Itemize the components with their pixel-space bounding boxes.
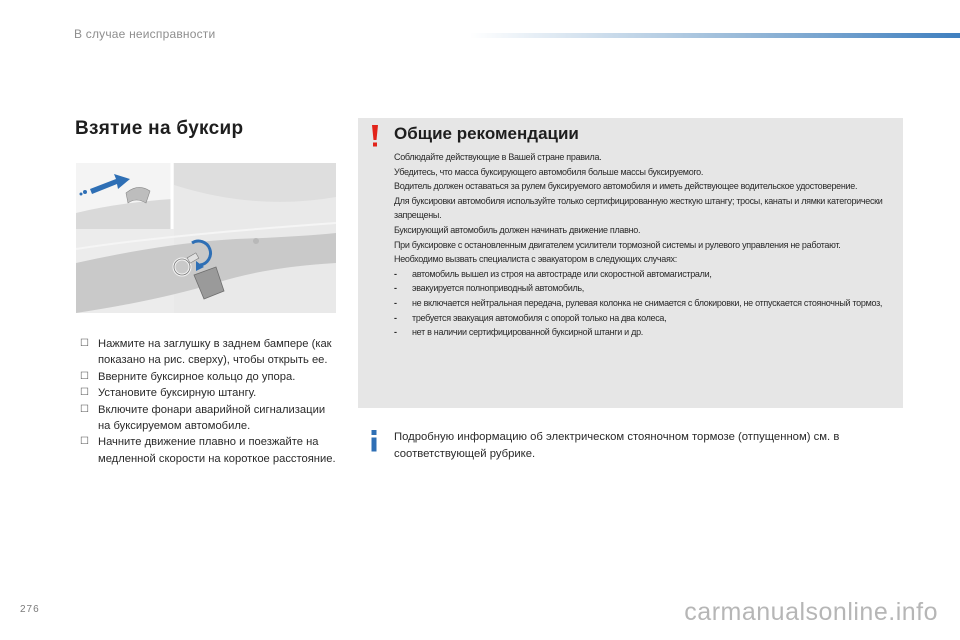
checkbox-icon: ☐	[80, 370, 89, 382]
warning-body	[394, 150, 894, 340]
step-text: Начните движение плавно и поезжайте на медленной скорости на короткое расстояние.	[98, 436, 336, 465]
list-item	[394, 296, 894, 311]
dash-item-text: не включается нейтральная передача, рулевая колонка не снимается с блокировки, не отпускается стояночный тормоз,	[412, 297, 883, 308]
warning-title: Общие рекомендации	[394, 124, 579, 143]
list-item	[78, 369, 340, 385]
dash-marker: -	[394, 283, 397, 294]
checkbox-icon: ☐	[80, 403, 89, 415]
warning-paragraph: При буксировке с остановленным двигателем усилители тормозной системы и рулевого управления не работают.	[394, 239, 841, 250]
dash-marker: -	[394, 268, 397, 279]
dash-item-text: нет в наличии сертифицированной буксирной штанги и др.	[412, 327, 643, 338]
exclamation-icon	[370, 124, 380, 148]
chapter-header: В случае неисправности	[74, 27, 216, 41]
list-item	[394, 311, 894, 326]
towing-steps-list	[78, 336, 340, 467]
warning-paragraph: Буксирующий автомобиль должен начинать движение плавно.	[394, 224, 641, 235]
info-icon	[370, 429, 378, 453]
list-item	[78, 336, 340, 369]
dash-item-text: эвакуируется полноприводный автомобиль,	[412, 283, 585, 294]
checkbox-icon: ☐	[80, 436, 89, 448]
warning-paragraph: Для буксировки автомобиля используйте только сертифицированную жесткую штангу; тросы, канаты и лямки категорически запрещены.	[394, 195, 883, 221]
section-title: Взятие на буксир	[75, 118, 244, 139]
list-item	[394, 281, 894, 296]
dash-marker: -	[394, 297, 397, 308]
warning-paragraph: Убедитесь, что масса буксирующего автомобиля больше массы буксируемого.	[394, 166, 704, 177]
list-item	[394, 325, 894, 340]
list-item	[78, 385, 340, 401]
step-text: Вверните буксирное кольцо до упора.	[98, 370, 296, 383]
step-text: Установите буксирную штангу.	[98, 387, 257, 400]
dash-item-text: автомобиль вышел из строя на автостраде или скоростной автомагистрали,	[412, 268, 712, 279]
list-item	[78, 434, 340, 467]
towing-illustration-drawing	[76, 163, 336, 313]
header-accent-bar	[470, 33, 960, 38]
info-note: Подробную информацию об электрическом стояночном тормозе (отпущенном) см. в соответствующей рубрике.	[394, 431, 840, 460]
step-text: Нажмите на заглушку в заднем бампере (как показано на рис. сверху), чтобы открыть ее.	[98, 338, 332, 367]
list-item	[394, 267, 894, 282]
checkbox-icon: ☐	[80, 338, 89, 349]
bumper-bolt	[253, 238, 259, 244]
dash-marker: -	[394, 312, 397, 323]
step-text: Включите фонари аварийной сигнализации на буксируемом автомобиле.	[98, 403, 326, 433]
dash-marker: -	[394, 327, 397, 338]
page-number: 276	[20, 604, 40, 615]
warning-paragraph: Необходимо вызвать специалиста с эвакуатором в следующих случаях:	[394, 254, 677, 265]
warning-paragraph: Соблюдайте действующие в Вашей стране правила.	[394, 152, 602, 162]
list-item	[78, 402, 340, 435]
dash-item-text: требуется эвакуация автомобиля с опорой только на два колеса,	[412, 312, 667, 323]
watermark: carmanualsonline.info	[684, 598, 938, 626]
checkbox-icon: ☐	[80, 387, 89, 399]
towing-illustration	[76, 163, 336, 313]
warning-paragraph: Водитель должен оставаться за рулем буксируемого автомобиля и иметь действующее водительское удостоверение.	[394, 181, 858, 192]
